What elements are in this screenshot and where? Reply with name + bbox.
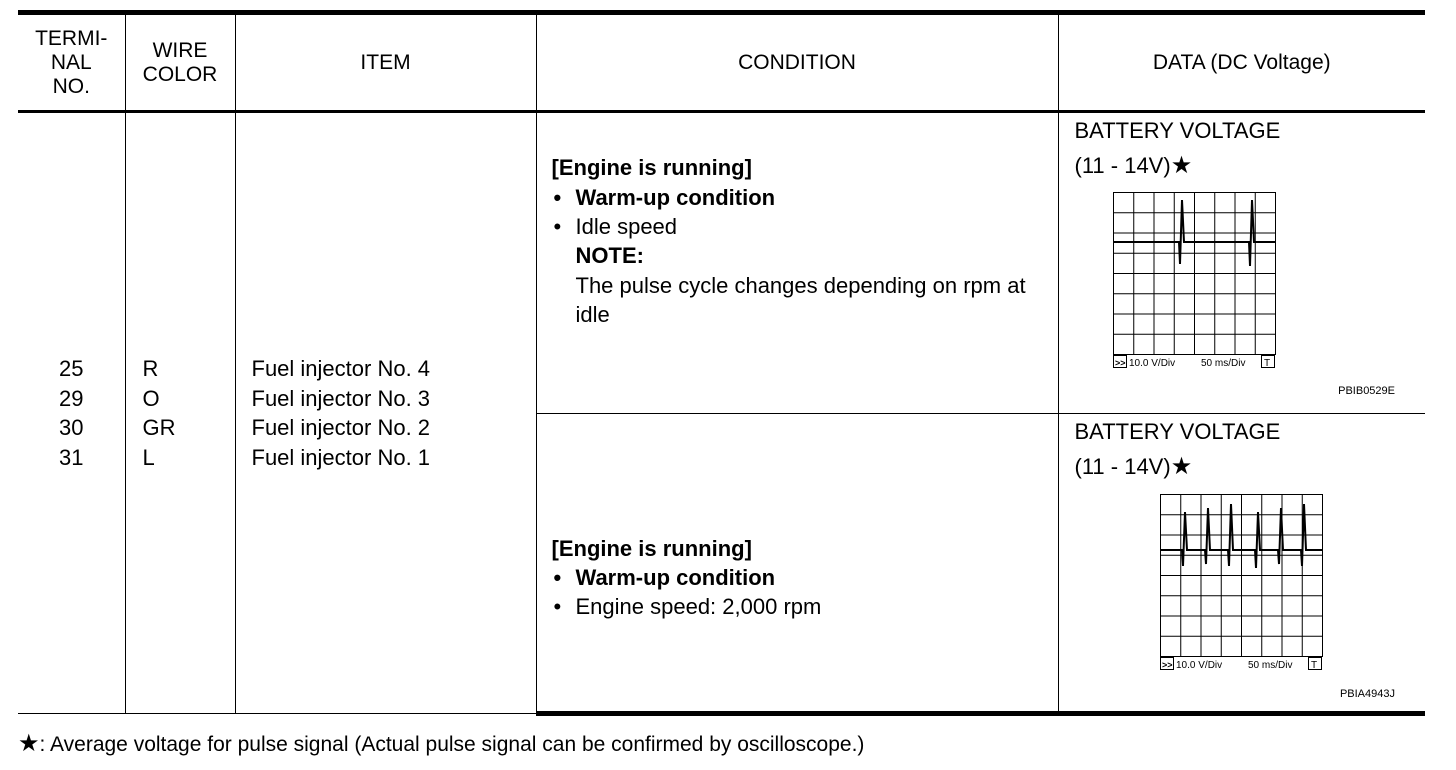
data-voltage-range xyxy=(1075,454,1193,480)
bullet-dot: • xyxy=(553,213,562,239)
condition-cell-idle xyxy=(536,112,1058,414)
terminal-number: 25 xyxy=(59,356,84,382)
item-name: Fuel injector No. 1 xyxy=(251,444,431,470)
condition-cell-2000rpm xyxy=(536,414,1058,714)
data-cell-idle xyxy=(1058,112,1425,414)
scope-marker: >> xyxy=(1161,660,1173,671)
bullet-dot: • xyxy=(553,184,562,210)
header-row xyxy=(18,13,1425,112)
wire-color: R xyxy=(142,356,159,382)
scope-trigger: T xyxy=(1263,358,1270,370)
figure-code: PBIB0529E xyxy=(1338,385,1395,398)
star-icon: ★ xyxy=(18,730,40,757)
voltage-range-text: (11 - 14V) xyxy=(1074,454,1171,480)
scope-time-div: 50 ms/Div xyxy=(1200,358,1245,370)
wire-color: O xyxy=(142,385,160,411)
condition-bullet xyxy=(552,183,1058,212)
header-wire-line2: COLOR xyxy=(142,62,218,86)
oscilloscope-waveform-idle xyxy=(1113,192,1279,374)
header-item: ITEM xyxy=(235,13,536,112)
data-cell-2000rpm xyxy=(1058,414,1425,714)
footnote-text: : Average voltage for pulse signal (Actual pulse signal can be confirmed by oscilloscope.) xyxy=(39,733,865,756)
scope-volt-div: 10.0 V/Div xyxy=(1128,358,1175,370)
terminal-number: 31 xyxy=(59,444,84,470)
footnote xyxy=(18,729,864,758)
condition-bullet xyxy=(552,592,1058,621)
items-cell xyxy=(235,112,536,714)
terminal-spec-table xyxy=(18,10,1425,716)
condition-bullet-text: Engine speed: 2,000 rpm xyxy=(575,594,822,620)
note-text-line2: idle xyxy=(575,301,610,327)
bullet-dot: • xyxy=(553,594,562,620)
figure-code: PBIA4943J xyxy=(1339,688,1395,701)
star-icon: ★ xyxy=(1170,453,1193,481)
terminal-numbers-cell xyxy=(18,112,125,714)
scope-volt-div: 10.0 V/Div xyxy=(1175,660,1222,672)
header-terminal-line3: NO. xyxy=(52,74,90,98)
note-text-line1: The pulse cycle changes depending on rpm at xyxy=(575,272,1026,298)
condition-bullet xyxy=(552,212,1058,241)
data-battery-voltage: BATTERY VOLTAGE xyxy=(1074,118,1281,144)
terminal-number: 29 xyxy=(59,385,84,411)
header-wire-color xyxy=(125,13,235,112)
terminal-number: 30 xyxy=(59,415,84,441)
item-name: Fuel injector No. 3 xyxy=(251,385,431,411)
wire-color: GR xyxy=(142,415,176,441)
scope-trigger: T xyxy=(1310,660,1317,672)
header-wire-line1: WIRE xyxy=(152,38,208,62)
item-name: Fuel injector No. 2 xyxy=(251,415,431,441)
item-name: Fuel injector No. 4 xyxy=(251,356,431,382)
wire-colors-cell xyxy=(125,112,235,714)
header-condition: CONDITION xyxy=(536,13,1058,112)
header-terminal-line1: TERMI- xyxy=(35,26,108,50)
bullet-dot: • xyxy=(553,564,562,590)
condition-bullet xyxy=(552,563,1058,592)
scope-time-div: 50 ms/Div xyxy=(1247,660,1292,672)
wire-color: L xyxy=(142,444,155,470)
header-data: DATA (DC Voltage) xyxy=(1058,13,1425,112)
condition-bullet-text: Warm-up condition xyxy=(575,184,776,210)
voltage-range-text: (11 - 14V) xyxy=(1074,153,1171,179)
table-row xyxy=(18,112,1425,414)
condition-bullet-text: Warm-up condition xyxy=(575,564,776,590)
scope-marker: >> xyxy=(1114,358,1126,369)
header-terminal-no xyxy=(18,13,125,112)
note-label: NOTE: xyxy=(575,243,644,269)
condition-title: [Engine is running] xyxy=(551,155,752,181)
header-terminal-line2: NAL xyxy=(50,50,92,74)
condition-bullet-text: Idle speed xyxy=(575,213,678,239)
condition-title: [Engine is running] xyxy=(551,535,752,561)
data-battery-voltage: BATTERY VOLTAGE xyxy=(1074,419,1281,445)
data-voltage-range xyxy=(1075,153,1193,179)
star-icon: ★ xyxy=(1170,152,1193,180)
oscilloscope-waveform-2000rpm xyxy=(1160,494,1326,676)
